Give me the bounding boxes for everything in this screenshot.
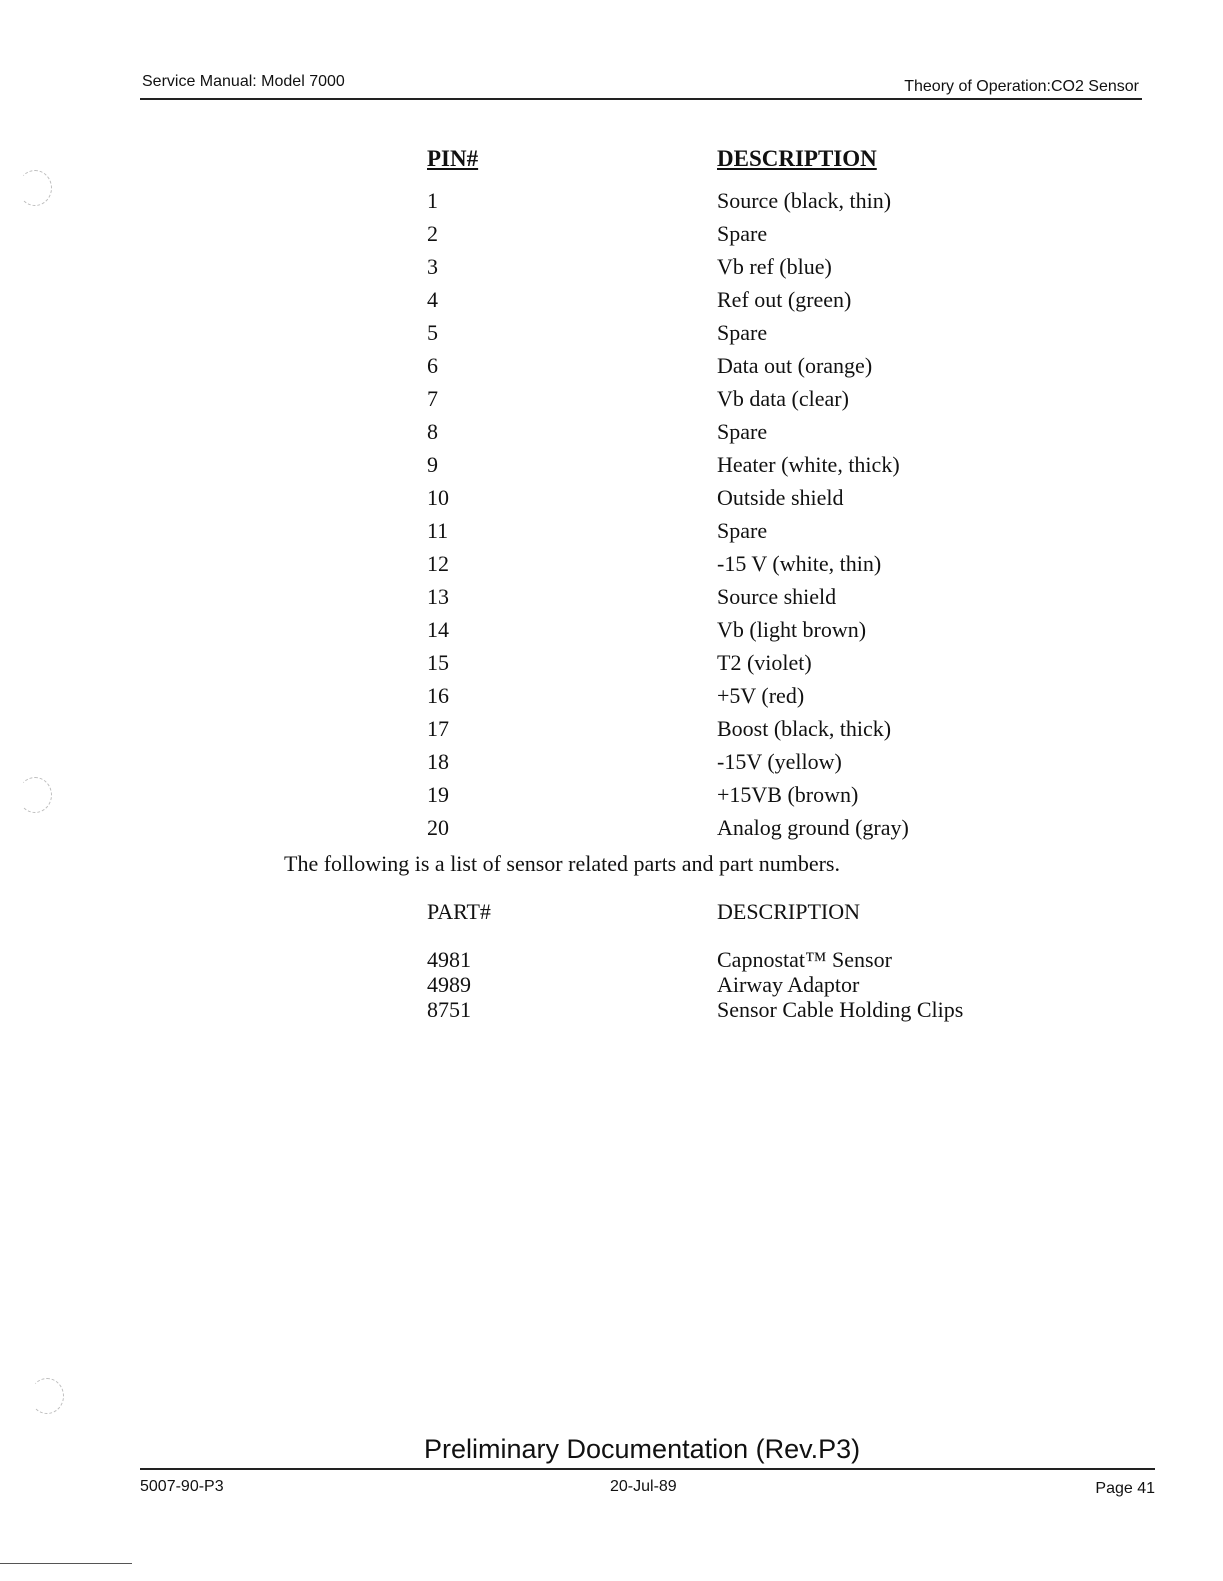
footer-rule bbox=[140, 1468, 1155, 1470]
table-row bbox=[427, 250, 987, 283]
table-row bbox=[427, 679, 987, 712]
table-row bbox=[427, 448, 987, 481]
page-number: Page 41 bbox=[1095, 1480, 1155, 1497]
pin-description: Spare bbox=[717, 518, 768, 543]
pin-number: 4 bbox=[427, 287, 438, 312]
pin-description: Ref out (green) bbox=[717, 287, 852, 312]
preliminary-banner: Preliminary Documentation (Rev.P3) bbox=[424, 1434, 861, 1464]
pin-description: Data out (orange) bbox=[717, 353, 873, 378]
punch-hole-middle bbox=[18, 777, 52, 813]
pin-number: 17 bbox=[427, 716, 449, 741]
table-row bbox=[427, 514, 987, 547]
pin-description: Heater (white, thick) bbox=[717, 452, 900, 477]
part-description: Airway Adaptor bbox=[717, 972, 860, 997]
pin-number: 2 bbox=[427, 221, 438, 246]
pin-number: 20 bbox=[427, 815, 449, 840]
part-column-header: PART# bbox=[427, 899, 491, 924]
pin-description: Analog ground (gray) bbox=[717, 815, 909, 840]
pin-description: -15V (yellow) bbox=[717, 749, 842, 774]
pin-column-header: PIN# bbox=[427, 146, 479, 171]
table-row bbox=[427, 778, 987, 811]
table-row bbox=[427, 349, 987, 382]
punch-hole-top bbox=[18, 170, 52, 206]
pin-description: Boost (black, thick) bbox=[717, 716, 892, 741]
pin-number: 8 bbox=[427, 419, 438, 444]
table-row bbox=[427, 217, 987, 250]
punch-hole-bottom bbox=[30, 1378, 64, 1414]
pin-description: Spare bbox=[717, 419, 768, 444]
pin-number: 3 bbox=[427, 254, 438, 279]
pin-description: T2 (violet) bbox=[717, 650, 812, 675]
pin-description: Spare bbox=[717, 221, 768, 246]
pin-number: 9 bbox=[427, 452, 438, 477]
table-row bbox=[427, 811, 987, 844]
part-description: Sensor Cable Holding Clips bbox=[717, 997, 964, 1022]
table-row bbox=[427, 646, 987, 679]
description-column-header: DESCRIPTION bbox=[717, 146, 877, 171]
scan-edge-line bbox=[0, 1563, 132, 1564]
part-description: Capnostat™ Sensor bbox=[717, 947, 892, 972]
pin-number: 14 bbox=[427, 617, 449, 642]
part-number: 4989 bbox=[427, 972, 471, 997]
table-row bbox=[427, 972, 1027, 997]
pin-description: +15VB (brown) bbox=[717, 782, 859, 807]
pin-number: 10 bbox=[427, 485, 449, 510]
table-row bbox=[427, 184, 987, 217]
document-number: 5007-90-P3 bbox=[140, 1478, 224, 1495]
pin-number: 7 bbox=[427, 386, 438, 411]
header-rule bbox=[140, 98, 1142, 100]
table-row bbox=[427, 481, 987, 514]
pin-description: Spare bbox=[717, 320, 768, 345]
table-row bbox=[427, 745, 987, 778]
pin-number: 12 bbox=[427, 551, 449, 576]
pin-description: +5V (red) bbox=[717, 683, 805, 708]
pin-description: Vb (light brown) bbox=[717, 617, 867, 642]
pin-number: 16 bbox=[427, 683, 449, 708]
table-row bbox=[427, 997, 1027, 1022]
pin-number: 15 bbox=[427, 650, 449, 675]
pin-number: 19 bbox=[427, 782, 449, 807]
part-number: 8751 bbox=[427, 997, 471, 1022]
table-row bbox=[427, 947, 1027, 972]
table-row bbox=[427, 283, 987, 316]
pin-number: 1 bbox=[427, 188, 438, 213]
pin-table bbox=[427, 184, 987, 844]
document-date: 20-Jul-89 bbox=[610, 1478, 677, 1495]
pin-description: Outside shield bbox=[717, 485, 844, 510]
pin-description: Vb data (clear) bbox=[717, 386, 849, 411]
table-row bbox=[427, 613, 987, 646]
table-row bbox=[427, 415, 987, 448]
table-row bbox=[427, 316, 987, 349]
pin-number: 5 bbox=[427, 320, 438, 345]
pin-description: Source shield bbox=[717, 584, 837, 609]
parts-table bbox=[427, 947, 1027, 1022]
parts-intro-text: The following is a list of sensor related parts and part numbers. bbox=[284, 851, 840, 876]
header-manual-title: Service Manual: Model 7000 bbox=[142, 73, 345, 90]
pin-number: 11 bbox=[427, 518, 449, 543]
table-row bbox=[427, 712, 987, 745]
header-section-title: Theory of Operation:CO2 Sensor bbox=[904, 78, 1139, 95]
table-row bbox=[427, 547, 987, 580]
pin-description: -15 V (white, thin) bbox=[717, 551, 882, 576]
table-row bbox=[427, 382, 987, 415]
pin-number: 13 bbox=[427, 584, 449, 609]
part-number: 4981 bbox=[427, 947, 471, 972]
part-description-column-header: DESCRIPTION bbox=[717, 899, 861, 924]
table-row bbox=[427, 580, 987, 613]
pin-number: 18 bbox=[427, 749, 449, 774]
pin-description: Vb ref (blue) bbox=[717, 254, 832, 279]
pin-number: 6 bbox=[427, 353, 438, 378]
pin-description: Source (black, thin) bbox=[717, 188, 892, 213]
